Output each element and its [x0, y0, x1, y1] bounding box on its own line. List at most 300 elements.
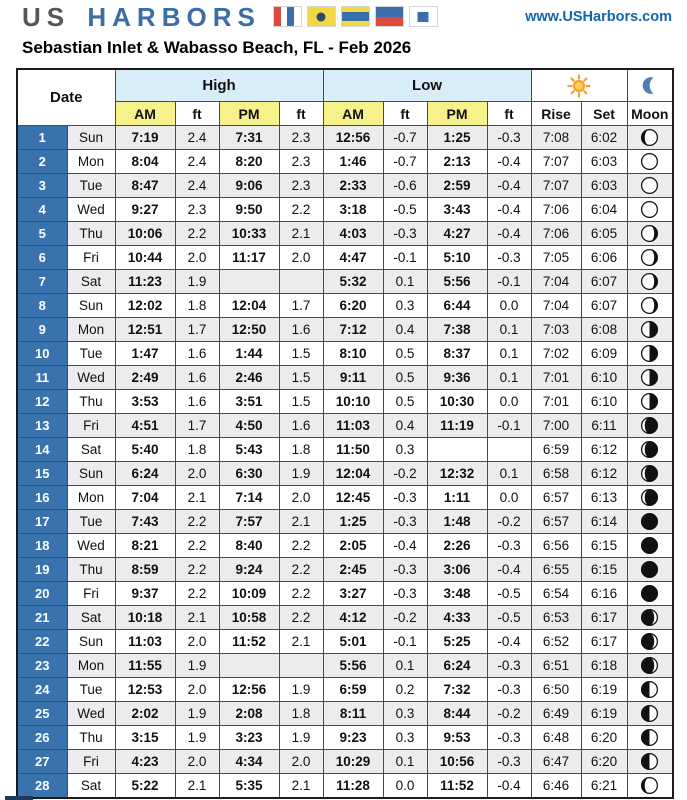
high-am-time-cell: 11:55: [115, 654, 175, 678]
day-number-cell: 4: [17, 198, 67, 222]
moon-phase-waxing-crescent-icon: [640, 608, 659, 627]
high-am-ft-cell: 2.2: [175, 558, 219, 582]
moon-phase-waxing-crescent-icon: [640, 632, 659, 651]
sunrise-cell: 7:05: [531, 246, 581, 270]
high-pm-ft-cell: 1.5: [279, 390, 323, 414]
low-am-time-cell: 11:50: [323, 438, 383, 462]
tide-table: [16, 68, 674, 799]
high-pm-time-cell: 9:24: [219, 558, 279, 582]
weekday-cell: Wed: [67, 366, 115, 390]
low-pm-ft-cell: -0.4: [487, 558, 531, 582]
low-am-ft-cell: 0.4: [383, 318, 427, 342]
low-am-time-cell: 12:56: [323, 126, 383, 150]
usharbors-logo: [22, 1, 261, 32]
weekday-cell: Sat: [67, 270, 115, 294]
low-pm-ft-cell: -0.3: [487, 726, 531, 750]
moon-phase-waning-crescent-icon: [640, 488, 659, 507]
sunset-cell: 6:06: [581, 246, 627, 270]
high-pm-ft-cell: 2.1: [279, 510, 323, 534]
day-number-cell: 12: [17, 390, 67, 414]
high-pm-time-cell: 11:17: [219, 246, 279, 270]
low-pm-time-cell: 1:48: [427, 510, 487, 534]
high-am-time-cell: 6:24: [115, 462, 175, 486]
weekday-cell: Thu: [67, 558, 115, 582]
sunset-cell: 6:07: [581, 270, 627, 294]
high-pm-time-cell: [219, 270, 279, 294]
low-am-ft-cell: -0.7: [383, 150, 427, 174]
high-am-ft-cell: 2.0: [175, 678, 219, 702]
low-pm-ft-cell: -0.1: [487, 270, 531, 294]
high-pm-ft-cell: 2.2: [279, 558, 323, 582]
high-am-ft-cell: 1.9: [175, 270, 219, 294]
moon-phase-cell: [627, 414, 673, 438]
moon-phase-cell: [627, 198, 673, 222]
high-am-ft-cell: 2.1: [175, 486, 219, 510]
high-am-time-cell: 11:03: [115, 630, 175, 654]
high-pm-time-cell: 2:08: [219, 702, 279, 726]
moon-phase-waxing-crescent-icon: [640, 656, 659, 675]
low-pm-time-cell: 6:44: [427, 294, 487, 318]
high-pm-ft-cell: 2.0: [279, 486, 323, 510]
low-pm-ft-cell: [487, 438, 531, 462]
tide-row-day-16: [17, 486, 673, 510]
sunset-cell: 6:04: [581, 198, 627, 222]
low-pm-header: PM: [427, 102, 487, 126]
tide-row-day-9: [17, 318, 673, 342]
sunrise-cell: 7:07: [531, 174, 581, 198]
low-am-ft-cell: -0.4: [383, 534, 427, 558]
tide-row-day-1: [17, 126, 673, 150]
low-pm-ft-cell: 0.0: [487, 294, 531, 318]
sunset-cell: 6:08: [581, 318, 627, 342]
moon-phase-last-quarter-icon: [640, 344, 659, 363]
signal-flag-t-icon: [273, 6, 302, 27]
nautical-signal-flags-icon: [273, 6, 438, 27]
sunrise-cell: 7:02: [531, 342, 581, 366]
sunset-cell: 6:02: [581, 126, 627, 150]
low-am-ft-cell: 0.2: [383, 678, 427, 702]
moon-phase-last-quarter-icon: [640, 392, 659, 411]
page-header: [0, 0, 687, 58]
low-am-time-cell: 4:03: [323, 222, 383, 246]
moon-phase-cell: [627, 390, 673, 414]
day-number-cell: 2: [17, 150, 67, 174]
low-pm-ft-cell: 0.1: [487, 366, 531, 390]
day-number-cell: 23: [17, 654, 67, 678]
day-number-cell: 7: [17, 270, 67, 294]
low-pm-ft-cell: -0.3: [487, 678, 531, 702]
low-am-ft-header: ft: [383, 102, 427, 126]
high-pm-ft-cell: [279, 654, 323, 678]
sunrise-header: Rise: [531, 102, 581, 126]
sunset-cell: 6:20: [581, 726, 627, 750]
low-am-time-cell: 7:12: [323, 318, 383, 342]
moon-phase-cell: [627, 750, 673, 774]
moon-header-cell: [627, 69, 673, 102]
sunrise-cell: 6:50: [531, 678, 581, 702]
high-am-time-cell: 2:49: [115, 366, 175, 390]
high-am-ft-cell: 2.2: [175, 534, 219, 558]
high-pm-ft-cell: [279, 270, 323, 294]
moon-phase-first-quarter-icon: [640, 728, 659, 747]
sunrise-cell: 7:01: [531, 366, 581, 390]
low-pm-ft-cell: -0.3: [487, 534, 531, 558]
weekday-cell: Mon: [67, 486, 115, 510]
sunrise-cell: 6:47: [531, 750, 581, 774]
low-am-time-cell: 9:11: [323, 366, 383, 390]
low-am-time-cell: 1:25: [323, 510, 383, 534]
sunrise-cell: 7:04: [531, 294, 581, 318]
low-am-time-cell: 6:20: [323, 294, 383, 318]
high-am-ft-cell: 1.9: [175, 654, 219, 678]
high-pm-time-cell: 2:46: [219, 366, 279, 390]
moon-phase-waning-crescent-icon: [640, 416, 659, 435]
weekday-cell: Wed: [67, 198, 115, 222]
low-am-ft-cell: -0.3: [383, 582, 427, 606]
low-pm-ft-cell: -0.5: [487, 606, 531, 630]
low-am-time-cell: 2:33: [323, 174, 383, 198]
sunset-cell: 6:15: [581, 534, 627, 558]
low-pm-ft-cell: -0.3: [487, 126, 531, 150]
moon-phase-cell: [627, 318, 673, 342]
low-pm-ft-header: ft: [487, 102, 531, 126]
moon-phase-cell: [627, 462, 673, 486]
weekday-cell: Thu: [67, 726, 115, 750]
high-pm-ft-cell: 1.9: [279, 726, 323, 750]
weekday-cell: Fri: [67, 246, 115, 270]
sunset-cell: 6:12: [581, 462, 627, 486]
low-am-time-cell: 11:28: [323, 774, 383, 798]
low-pm-ft-cell: -0.2: [487, 702, 531, 726]
weekday-cell: Sun: [67, 630, 115, 654]
moon-phase-new-icon: [640, 584, 659, 603]
high-am-time-cell: 9:27: [115, 198, 175, 222]
high-am-ft-cell: 2.2: [175, 582, 219, 606]
low-pm-time-cell: 2:13: [427, 150, 487, 174]
moon-phase-cell: [627, 606, 673, 630]
moon-phase-cell: [627, 486, 673, 510]
day-number-cell: 26: [17, 726, 67, 750]
weekday-cell: Sat: [67, 438, 115, 462]
low-pm-time-cell: 5:25: [427, 630, 487, 654]
low-am-time-cell: 8:10: [323, 342, 383, 366]
moon-phase-cell: [627, 534, 673, 558]
high-am-time-cell: 3:53: [115, 390, 175, 414]
sunrise-cell: 6:57: [531, 510, 581, 534]
sunrise-cell: 6:46: [531, 774, 581, 798]
high-pm-ft-cell: 2.1: [279, 222, 323, 246]
logo-us-text: US: [22, 1, 71, 32]
high-pm-ft-cell: 1.9: [279, 678, 323, 702]
low-pm-time-cell: 1:25: [427, 126, 487, 150]
low-am-ft-cell: 0.3: [383, 294, 427, 318]
moon-phase-full-icon: [640, 200, 659, 219]
day-number-cell: 13: [17, 414, 67, 438]
weekday-cell: Tue: [67, 678, 115, 702]
sunset-cell: 6:09: [581, 342, 627, 366]
sunrise-cell: 7:00: [531, 414, 581, 438]
high-pm-time-cell: 8:20: [219, 150, 279, 174]
low-am-time-cell: 3:18: [323, 198, 383, 222]
high-pm-ft-cell: 2.1: [279, 630, 323, 654]
weekday-cell: Sun: [67, 294, 115, 318]
day-number-cell: 11: [17, 366, 67, 390]
low-pm-time-cell: 4:33: [427, 606, 487, 630]
tide-row-day-8: [17, 294, 673, 318]
high-pm-ft-cell: 2.2: [279, 534, 323, 558]
high-am-ft-cell: 1.8: [175, 294, 219, 318]
sunrise-cell: 6:49: [531, 702, 581, 726]
low-pm-time-cell: 9:36: [427, 366, 487, 390]
high-am-time-cell: 7:19: [115, 126, 175, 150]
sunrise-cell: 7:03: [531, 318, 581, 342]
tide-row-day-23: [17, 654, 673, 678]
tide-row-day-21: [17, 606, 673, 630]
low-am-ft-cell: -0.1: [383, 246, 427, 270]
sunrise-cell: 6:48: [531, 726, 581, 750]
low-am-ft-cell: 0.0: [383, 774, 427, 798]
low-am-ft-cell: -0.3: [383, 486, 427, 510]
moon-phase-new-icon: [640, 512, 659, 531]
low-pm-time-cell: 1:11: [427, 486, 487, 510]
low-pm-time-cell: 10:56: [427, 750, 487, 774]
day-number-cell: 14: [17, 438, 67, 462]
high-am-time-cell: 4:23: [115, 750, 175, 774]
tide-row-day-3: [17, 174, 673, 198]
moon-phase-waxing-gibbous-icon: [640, 776, 659, 795]
high-pm-time-cell: 10:09: [219, 582, 279, 606]
high-pm-ft-header: ft: [279, 102, 323, 126]
high-pm-ft-cell: 1.9: [279, 462, 323, 486]
high-am-ft-cell: 2.4: [175, 126, 219, 150]
high-am-time-cell: 2:02: [115, 702, 175, 726]
weekday-cell: Sun: [67, 462, 115, 486]
weekday-cell: Tue: [67, 342, 115, 366]
high-am-ft-cell: 2.4: [175, 174, 219, 198]
low-pm-ft-cell: -0.3: [487, 750, 531, 774]
low-pm-time-cell: 11:52: [427, 774, 487, 798]
tide-row-day-15: [17, 462, 673, 486]
day-number-cell: 3: [17, 174, 67, 198]
low-am-time-cell: 2:05: [323, 534, 383, 558]
moon-phase-cell: [627, 654, 673, 678]
signal-flag-i-icon: [307, 6, 336, 27]
day-number-cell: 24: [17, 678, 67, 702]
high-pm-ft-cell: 1.5: [279, 366, 323, 390]
sunrise-cell: 7:07: [531, 150, 581, 174]
moon-phase-cell: [627, 438, 673, 462]
high-pm-ft-cell: 1.8: [279, 702, 323, 726]
tide-row-day-24: [17, 678, 673, 702]
low-am-ft-cell: 0.3: [383, 702, 427, 726]
high-pm-ft-cell: 1.8: [279, 438, 323, 462]
sunset-cell: 6:10: [581, 366, 627, 390]
high-pm-time-cell: 10:58: [219, 606, 279, 630]
high-am-ft-cell: 2.1: [175, 606, 219, 630]
low-am-ft-cell: 0.4: [383, 414, 427, 438]
moon-phase-waning-crescent-icon: [640, 440, 659, 459]
moon-phase-cell: [627, 294, 673, 318]
low-am-ft-cell: 0.5: [383, 390, 427, 414]
low-am-header: AM: [323, 102, 383, 126]
tide-row-day-11: [17, 366, 673, 390]
page-title: Sebastian Inlet & Wabasso Beach, FL - Feb 2026: [22, 38, 412, 57]
day-number-cell: 1: [17, 126, 67, 150]
high-am-ft-cell: 1.6: [175, 390, 219, 414]
high-pm-ft-cell: 2.3: [279, 150, 323, 174]
tide-row-day-7: [17, 270, 673, 294]
tide-row-day-27: [17, 750, 673, 774]
high-pm-header: PM: [219, 102, 279, 126]
high-pm-ft-cell: 2.3: [279, 126, 323, 150]
sunrise-cell: 6:53: [531, 606, 581, 630]
high-am-time-cell: 8:59: [115, 558, 175, 582]
high-am-time-cell: 12:51: [115, 318, 175, 342]
tide-row-day-10: [17, 342, 673, 366]
sunset-cell: 6:18: [581, 654, 627, 678]
high-pm-time-cell: 4:34: [219, 750, 279, 774]
low-pm-time-cell: 3:43: [427, 198, 487, 222]
moon-phase-cell: [627, 678, 673, 702]
high-pm-time-cell: 1:44: [219, 342, 279, 366]
usharbors-link[interactable]: www.USHarbors.com: [525, 8, 672, 25]
tide-row-day-6: [17, 246, 673, 270]
low-pm-ft-cell: 0.0: [487, 390, 531, 414]
moon-phase-cell: [627, 366, 673, 390]
low-pm-time-cell: 8:37: [427, 342, 487, 366]
high-am-ft-cell: 2.0: [175, 630, 219, 654]
low-am-time-cell: 5:56: [323, 654, 383, 678]
high-am-ft-cell: 2.1: [175, 774, 219, 798]
high-am-time-cell: 8:47: [115, 174, 175, 198]
sunset-header: Set: [581, 102, 627, 126]
moon-phase-waning-gibbous-icon: [640, 224, 659, 243]
weekday-cell: Tue: [67, 174, 115, 198]
high-pm-time-cell: 3:23: [219, 726, 279, 750]
high-pm-ft-cell: 2.2: [279, 606, 323, 630]
high-am-ft-cell: 1.9: [175, 702, 219, 726]
moon-phase-cell: [627, 702, 673, 726]
weekday-cell: Fri: [67, 750, 115, 774]
sunset-cell: 6:03: [581, 174, 627, 198]
low-pm-ft-cell: -0.2: [487, 510, 531, 534]
low-pm-ft-cell: 0.1: [487, 462, 531, 486]
high-am-time-cell: 5:40: [115, 438, 175, 462]
low-pm-ft-cell: -0.4: [487, 150, 531, 174]
low-pm-time-cell: 7:38: [427, 318, 487, 342]
low-pm-ft-cell: -0.3: [487, 246, 531, 270]
low-am-time-cell: 2:45: [323, 558, 383, 582]
day-number-cell: 5: [17, 222, 67, 246]
tide-row-day-19: [17, 558, 673, 582]
high-am-time-cell: 8:21: [115, 534, 175, 558]
high-am-time-cell: 10:18: [115, 606, 175, 630]
day-number-cell: 22: [17, 630, 67, 654]
tide-row-day-28: [17, 774, 673, 798]
high-pm-time-cell: 4:50: [219, 414, 279, 438]
high-am-ft-cell: 2.0: [175, 462, 219, 486]
high-pm-ft-cell: 2.0: [279, 750, 323, 774]
weekday-cell: Wed: [67, 534, 115, 558]
sunset-cell: 6:17: [581, 630, 627, 654]
low-pm-time-cell: 7:32: [427, 678, 487, 702]
low-pm-time-cell: [427, 438, 487, 462]
moon-phase-cell: [627, 726, 673, 750]
sunrise-cell: 6:54: [531, 582, 581, 606]
sunset-cell: 6:15: [581, 558, 627, 582]
high-pm-ft-cell: 2.0: [279, 246, 323, 270]
sunrise-cell: 6:56: [531, 534, 581, 558]
low-am-ft-cell: -0.3: [383, 558, 427, 582]
tide-row-day-17: [17, 510, 673, 534]
tide-row-day-20: [17, 582, 673, 606]
moon-phase-cell: [627, 270, 673, 294]
high-pm-time-cell: 7:57: [219, 510, 279, 534]
high-pm-ft-cell: 2.1: [279, 774, 323, 798]
tide-row-day-14: [17, 438, 673, 462]
day-number-cell: 27: [17, 750, 67, 774]
low-am-time-cell: 5:01: [323, 630, 383, 654]
low-am-ft-cell: -0.3: [383, 510, 427, 534]
day-number-cell: 25: [17, 702, 67, 726]
low-am-time-cell: 8:11: [323, 702, 383, 726]
tide-row-day-25: [17, 702, 673, 726]
tide-row-day-22: [17, 630, 673, 654]
moon-phase-cell: [627, 222, 673, 246]
high-am-time-cell: 1:47: [115, 342, 175, 366]
high-am-time-cell: 10:06: [115, 222, 175, 246]
sunset-cell: 6:19: [581, 678, 627, 702]
high-am-ft-header: ft: [175, 102, 219, 126]
high-am-time-cell: 4:51: [115, 414, 175, 438]
sunrise-cell: 6:55: [531, 558, 581, 582]
low-pm-ft-cell: -0.5: [487, 582, 531, 606]
high-pm-time-cell: 12:50: [219, 318, 279, 342]
low-pm-ft-cell: -0.1: [487, 414, 531, 438]
moon-phase-cell: [627, 150, 673, 174]
low-am-time-cell: 11:03: [323, 414, 383, 438]
high-am-ft-cell: 2.0: [175, 246, 219, 270]
high-am-ft-cell: 1.9: [175, 726, 219, 750]
high-pm-time-cell: 12:56: [219, 678, 279, 702]
high-pm-time-cell: 3:51: [219, 390, 279, 414]
tide-row-day-12: [17, 390, 673, 414]
weekday-cell: Sun: [67, 126, 115, 150]
low-pm-ft-cell: -0.3: [487, 654, 531, 678]
low-pm-time-cell: 3:06: [427, 558, 487, 582]
day-number-cell: 28: [17, 774, 67, 798]
high-am-ft-cell: 2.0: [175, 750, 219, 774]
high-am-time-cell: 5:22: [115, 774, 175, 798]
low-pm-ft-cell: 0.0: [487, 486, 531, 510]
low-pm-time-cell: 5:10: [427, 246, 487, 270]
low-am-ft-cell: 0.5: [383, 366, 427, 390]
low-am-ft-cell: 0.1: [383, 270, 427, 294]
low-am-time-cell: 3:27: [323, 582, 383, 606]
footer-partial-bar: [5, 796, 33, 800]
high-pm-time-cell: 5:43: [219, 438, 279, 462]
moon-phase-cell: [627, 582, 673, 606]
high-pm-time-cell: 8:40: [219, 534, 279, 558]
logo-harbors-text: HARBORS: [87, 1, 261, 32]
low-pm-time-cell: 2:26: [427, 534, 487, 558]
high-pm-time-cell: 10:33: [219, 222, 279, 246]
low-pm-ft-cell: 0.1: [487, 318, 531, 342]
moon-phase-last-quarter-icon: [640, 368, 659, 387]
low-pm-time-cell: 2:59: [427, 174, 487, 198]
high-pm-time-cell: 12:04: [219, 294, 279, 318]
sunset-cell: 6:14: [581, 510, 627, 534]
